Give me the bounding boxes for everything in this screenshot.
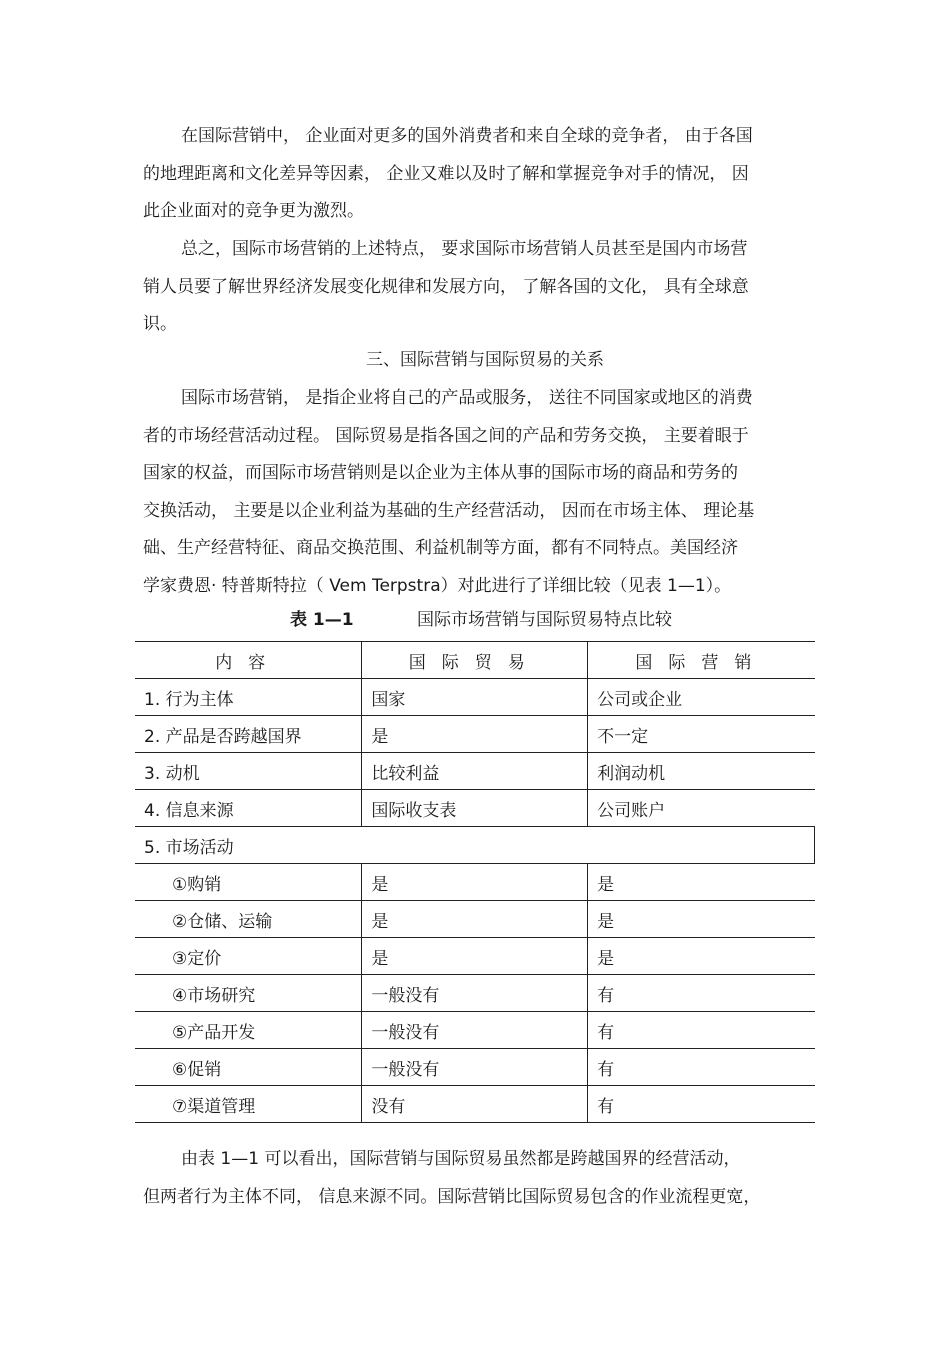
- group-label: 5. 市场活动: [135, 827, 815, 864]
- row-label: 1. 行为主体: [135, 679, 362, 716]
- row-label: 2. 产品是否跨越国界: [135, 716, 362, 753]
- text-line: 国家的权益，而国际市场营销则是以企业为主体从事的国际市场的商品和劳务的: [143, 463, 738, 483]
- text-line: 交换活动， 主要是以企业利益为基础的生产经营活动， 因而在市场主体、 理论基: [143, 500, 755, 521]
- text-line: 国际市场营销， 是指企业将自己的产品或服务， 送往不同国家或地区的消费: [181, 388, 753, 408]
- text-line: 者的市场经营活动过程。 国际贸易是指各国之间的产品和劳务交换， 主要着眼于: [143, 425, 749, 446]
- marketing-cell: 是: [588, 864, 815, 901]
- header-marketing: 国际营销: [588, 642, 815, 679]
- text-line: 此企业面对的竞争更为激烈。: [143, 201, 364, 221]
- text-line: 在国际营销中， 企业面对更多的国外消费者和来自全球的竞争者， 由于各国: [181, 126, 753, 146]
- text-line: 销人员要了解世界经济发展变化规律和发展方向， 了解各国的文化， 具有全球意: [143, 276, 749, 297]
- text-line: 由表 1—1 可以看出，国际营销与国际贸易虽然都是跨越国界的经营活动，: [181, 1149, 741, 1169]
- table-row: [135, 864, 815, 901]
- marketing-cell: 是: [588, 938, 815, 975]
- table-row: [135, 790, 815, 827]
- table-row: [135, 1086, 815, 1123]
- row-label: ②仓储、运输: [135, 901, 362, 938]
- marketing-cell: 公司账户: [588, 790, 815, 827]
- row-label: 4. 信息来源: [135, 790, 362, 827]
- table-group-row: [135, 827, 815, 864]
- row-label: ⑥促销: [135, 1049, 362, 1086]
- marketing-cell: 不一定: [588, 716, 815, 753]
- header-trade: 国际贸易: [362, 642, 588, 679]
- text-line: 识。: [143, 314, 177, 334]
- marketing-cell: 利润动机: [588, 753, 815, 790]
- marketing-cell: 公司或企业: [588, 679, 815, 716]
- paragraph-definition: [143, 380, 808, 605]
- trade-cell: 一般没有: [362, 975, 588, 1012]
- paragraph-competition: [143, 118, 808, 231]
- table-row: [135, 938, 815, 975]
- row-label: ⑤产品开发: [135, 1012, 362, 1049]
- table-title: 国际市场营销与国际贸易特点比较: [416, 610, 672, 630]
- table-row: [135, 1049, 815, 1086]
- text-line: 的地理距离和文化差异等因素， 企业又难以及时了解和掌握竞争对手的情况， 因: [143, 163, 749, 184]
- table-header-row: [135, 642, 815, 679]
- row-label: ④市场研究: [135, 975, 362, 1012]
- trade-cell: 是: [362, 901, 588, 938]
- marketing-cell: 有: [588, 1049, 815, 1086]
- trade-cell: 是: [362, 864, 588, 901]
- table-row: [135, 716, 815, 753]
- trade-cell: 比较利益: [362, 753, 588, 790]
- marketing-cell: 有: [588, 975, 815, 1012]
- table-row: [135, 975, 815, 1012]
- paragraph-summary: [143, 231, 808, 344]
- text-line: 础、生产经营特征、商品交换范围、利益机制等方面，都有不同特点。美国经济: [143, 538, 738, 558]
- text-line: 总之，国际市场营销的上述特点， 要求国际市场营销人员甚至是国内市场营: [181, 239, 748, 259]
- section-heading: 三、国际营销与国际贸易的关系: [366, 350, 604, 370]
- paragraph-conclusion: [143, 1141, 808, 1216]
- table-number: 表 1—1: [290, 610, 354, 630]
- comparison-table: [135, 641, 815, 1123]
- header-content: 内容: [135, 642, 362, 679]
- trade-cell: 没有: [362, 1086, 588, 1123]
- text-line: 但两者行为主体不同， 信息来源不同。国际营销比国际贸易包含的作业流程更宽，: [143, 1186, 761, 1207]
- table-row: [135, 679, 815, 716]
- trade-cell: 是: [362, 716, 588, 753]
- trade-cell: 一般没有: [362, 1012, 588, 1049]
- table-row: [135, 1012, 815, 1049]
- marketing-cell: 有: [588, 1012, 815, 1049]
- row-label: 3. 动机: [135, 753, 362, 790]
- row-label: ③定价: [135, 938, 362, 975]
- table-caption: [290, 605, 672, 635]
- marketing-cell: 是: [588, 901, 815, 938]
- row-label: ①购销: [135, 864, 362, 901]
- text-line: 学家费恩· 特普斯特拉（ Vem Terpstra）对此进行了详细比较（见表 1—1）。: [143, 575, 732, 596]
- table-row: [135, 901, 815, 938]
- trade-cell: 是: [362, 938, 588, 975]
- table-row: [135, 753, 815, 790]
- trade-cell: 国家: [362, 679, 588, 716]
- marketing-cell: 有: [588, 1086, 815, 1123]
- trade-cell: 一般没有: [362, 1049, 588, 1086]
- row-label: ⑦渠道管理: [135, 1086, 362, 1123]
- trade-cell: 国际收支表: [362, 790, 588, 827]
